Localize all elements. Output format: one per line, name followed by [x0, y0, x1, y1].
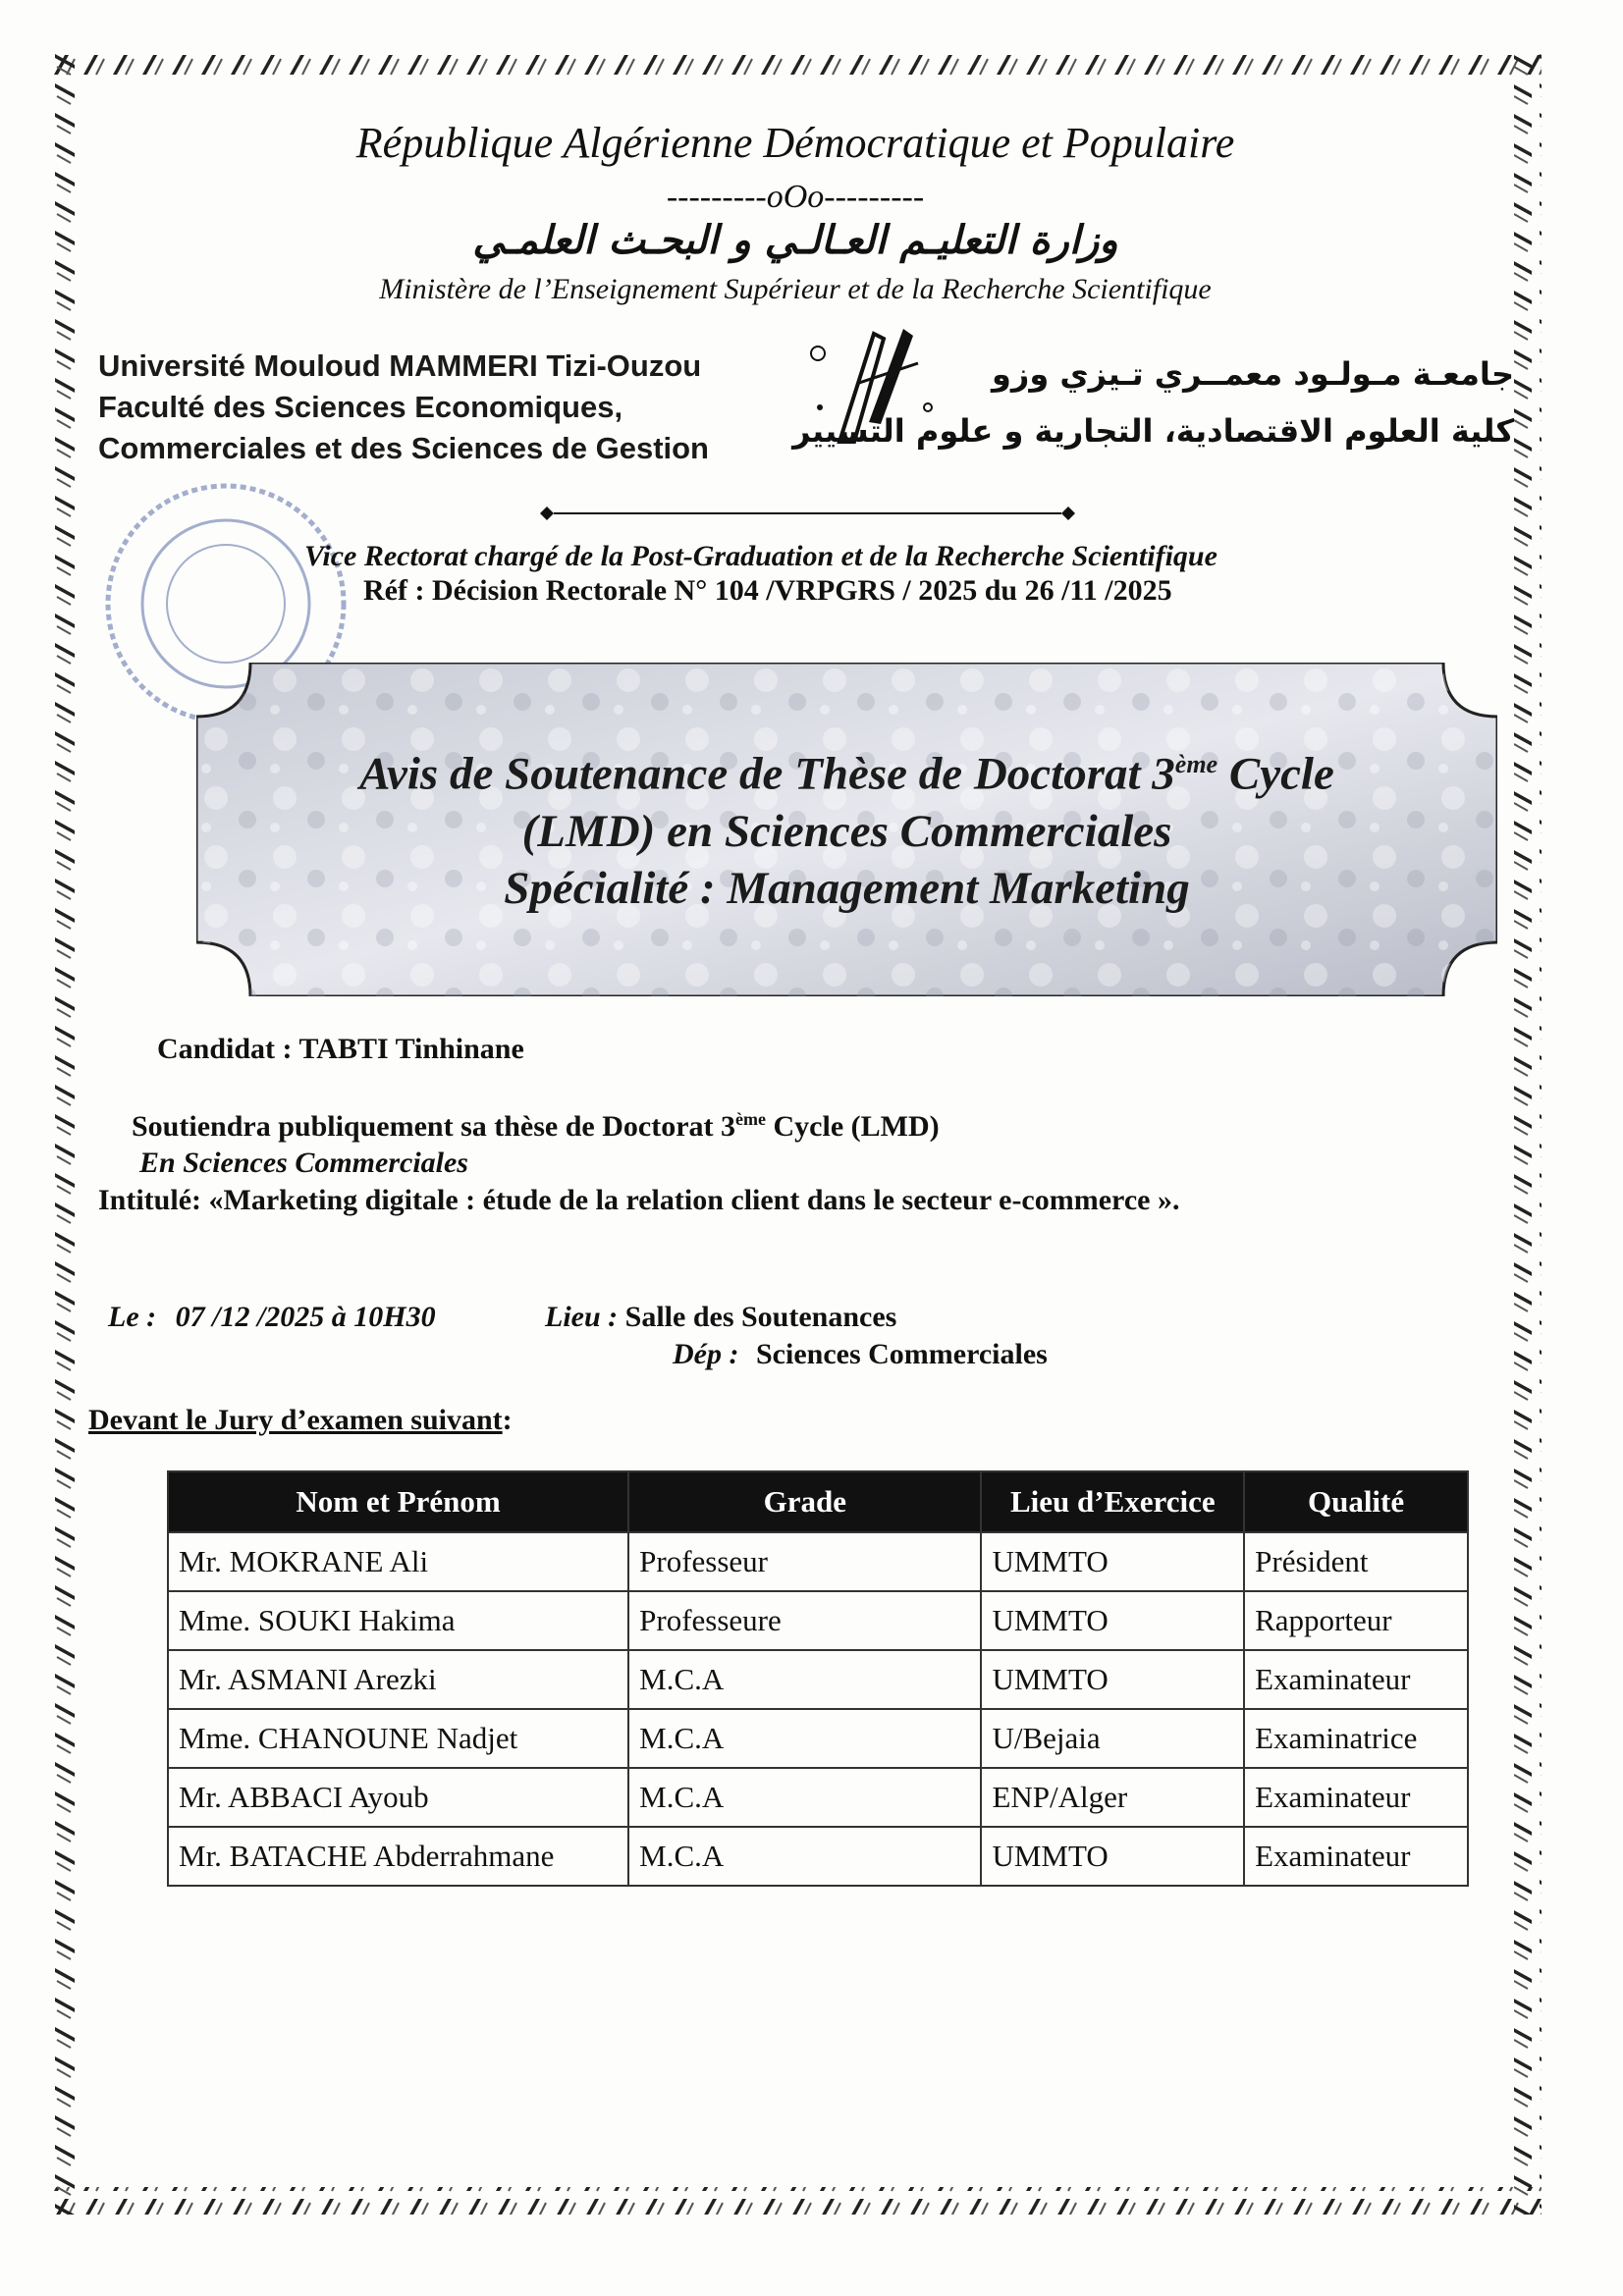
defense-field: En Sciences Commerciales: [139, 1147, 468, 1179]
column-header-name: Nom et Prénom: [168, 1471, 628, 1532]
table-row: [168, 1591, 1468, 1650]
jury-workplace: ENP/Alger: [981, 1768, 1244, 1827]
jury-grade: Professeur: [628, 1532, 981, 1591]
column-header-role: Qualité: [1244, 1471, 1468, 1532]
jury-name: Mr. ABBACI Ayoub: [168, 1768, 628, 1827]
defense-statement: Soutiendra publiquement sa thèse de Doctorat 3ème Cycle (LMD): [132, 1109, 940, 1143]
candidate-name: Candidat : TABTI Tinhinane: [157, 1033, 524, 1065]
jury-name: Mme. SOUKI Hakima: [168, 1591, 628, 1650]
document-content: [88, 108, 1514, 2169]
jury-workplace: UMMTO: [981, 1591, 1244, 1650]
jury-workplace: UMMTO: [981, 1827, 1244, 1886]
jury-name: Mr. MOKRANE Ali: [168, 1532, 628, 1591]
column-header-workplace: Lieu d’Exercice: [981, 1471, 1244, 1532]
table-row: [168, 1827, 1468, 1886]
university-name-arabic: جامعـة مـولـود معمــري تـيزي وزو: [992, 355, 1514, 393]
jury-grade: M.C.A: [628, 1650, 981, 1709]
jury-table: [167, 1470, 1469, 1887]
banner-line-3: Spécialité : Management Marketing: [504, 862, 1190, 914]
banner-line-1: Avis de Soutenance de Thèse de Doctorat 3ème Cycle: [359, 748, 1334, 800]
table-row: [168, 1768, 1468, 1827]
jury-role: Examinatrice: [1244, 1709, 1468, 1768]
jury-grade: M.C.A: [628, 1768, 981, 1827]
ministry-arabic: وزارة التعليـم العـالـي و البحـث العلمـي: [472, 218, 1118, 263]
ministry-french: Ministère de l’Enseignement Supérieur et de la Recherche Scientifique: [379, 273, 1212, 305]
republic-title: République Algérienne Démocratique et Populaire: [355, 119, 1235, 167]
decision-reference: Réf : Décision Rectorale N° 104 /VRPGRS / 2025 du 26 /11 /2025: [363, 574, 1172, 607]
faculty-name-line1: Faculté des Sciences Economiques,: [98, 390, 623, 424]
table-row: [168, 1709, 1468, 1768]
header-separator: ---------oOo---------: [666, 179, 925, 215]
university-block-french: [98, 346, 709, 469]
jury-workplace: U/Bejaia: [981, 1709, 1244, 1768]
jury-grade: M.C.A: [628, 1709, 981, 1768]
jury-role: Président: [1244, 1532, 1468, 1591]
jury-role: Rapporteur: [1244, 1591, 1468, 1650]
jury-grade: Professeure: [628, 1591, 981, 1650]
jury-role: Examinateur: [1244, 1827, 1468, 1886]
faculty-name-arabic: كلية العلوم الاقتصادية، التجارية و علوم التسيير: [792, 412, 1514, 450]
jury-title: Devant le Jury d’examen suivant:: [88, 1404, 513, 1436]
university-name: Université Mouloud MAMMERI Tizi-Ouzou: [98, 348, 702, 383]
jury-role: Examinateur: [1244, 1768, 1468, 1827]
defense-date: Le : 07 /12 /2025 à 10H30: [108, 1301, 436, 1333]
defense-department: Dép : Sciences Commerciales: [673, 1338, 1048, 1370]
university-block-arabic: [792, 346, 1514, 459]
faculty-name-line2: Commerciales et des Sciences de Gestion: [98, 431, 709, 465]
table-row: [168, 1532, 1468, 1591]
column-header-grade: Grade: [628, 1471, 981, 1532]
jury-role: Examinateur: [1244, 1650, 1468, 1709]
defense-place: Lieu : Salle des Soutenances: [545, 1301, 897, 1333]
thesis-title: Intitulé: «Marketing digitale : étude de la relation client dans le secteur e-commerce ».: [98, 1184, 1180, 1216]
vice-rectorat: Vice Rectorat chargé de la Post-Graduation et de la Recherche Scientifique: [304, 540, 1217, 572]
jury-table-header: [168, 1471, 1468, 1532]
jury-workplace: UMMTO: [981, 1650, 1244, 1709]
jury-name: Mr. ASMANI Arezki: [168, 1650, 628, 1709]
table-row: [168, 1650, 1468, 1709]
jury-name: Mr. BATACHE Abderrahmane: [168, 1827, 628, 1886]
banner-line-2: (LMD) en Sciences Commerciales: [521, 805, 1172, 857]
jury-name: Mme. CHANOUNE Nadjet: [168, 1709, 628, 1768]
header-divider: [540, 507, 1075, 520]
jury-grade: M.C.A: [628, 1827, 981, 1886]
thesis-announcement-title: [196, 736, 1497, 917]
jury-workplace: UMMTO: [981, 1532, 1244, 1591]
